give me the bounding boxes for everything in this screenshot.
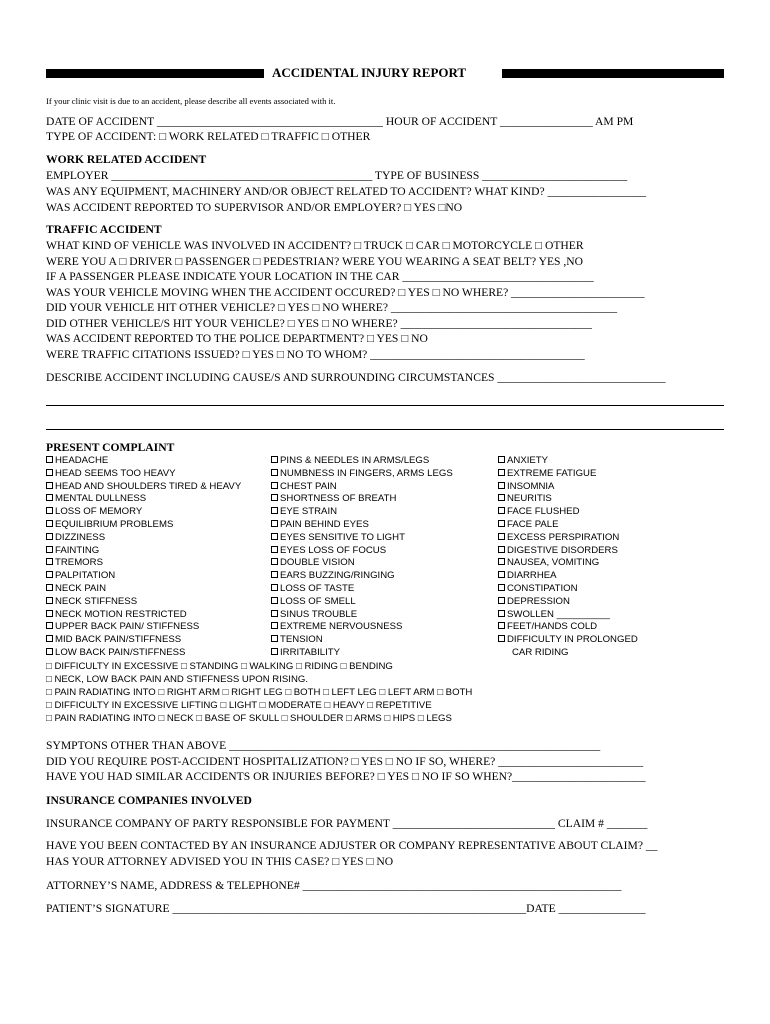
checkbox-icon[interactable]	[46, 494, 53, 501]
complaint-item[interactable]: DIZZINESS	[46, 532, 241, 545]
checkbox-icon[interactable]	[46, 648, 53, 655]
complaint-item[interactable]: NECK PAIN	[46, 583, 241, 596]
checkbox-icon[interactable]	[271, 622, 278, 629]
checkbox-icon[interactable]	[46, 520, 53, 527]
complaint-item[interactable]: PALPITATION	[46, 570, 241, 583]
complaint-item[interactable]: DOUBLE VISION	[271, 557, 453, 570]
checkbox-icon[interactable]	[46, 597, 53, 604]
checkbox-icon[interactable]	[271, 558, 278, 565]
checkbox-icon[interactable]	[498, 456, 505, 463]
checkbox-icon[interactable]	[498, 610, 505, 617]
driver-role-line[interactable]: WERE YOU A □ DRIVER □ PASSENGER □ PEDESTRIAN? WERE YOU WEARING A SEAT BELT? YES ,NO	[46, 255, 584, 268]
complaint-item[interactable]: EQUILIBRIUM PROBLEMS	[46, 519, 241, 532]
signature-line[interactable]: PATIENT’S SIGNATURE _____________________________________________________________DATE _______________	[46, 902, 646, 915]
checkbox-icon[interactable]	[46, 571, 53, 578]
checkbox-icon[interactable]	[271, 482, 278, 489]
checkbox-icon[interactable]	[271, 584, 278, 591]
checkbox-icon[interactable]	[271, 533, 278, 540]
complaint-item[interactable]: FAINTING	[46, 545, 241, 558]
passenger-location-line[interactable]: IF A PASSENGER PLEASE INDICATE YOUR LOCATION IN THE CAR _________________________________	[46, 270, 594, 283]
complaint-item[interactable]: LOSS OF SMELL	[271, 596, 453, 609]
extra-complaint-4[interactable]: □ DIFFICULTY IN EXCESSIVE LIFTING □ LIGHT □ MODERATE □ HEAVY □ REPETITIVE	[46, 700, 432, 711]
complaint-item[interactable]: PINS & NEEDLES IN ARMS/LEGS	[271, 455, 453, 468]
complaint-column-3	[498, 455, 638, 660]
present-complaint-heading: PRESENT COMPLAINT	[46, 441, 175, 454]
checkbox-icon[interactable]	[46, 558, 53, 565]
describe-blank-2[interactable]	[46, 429, 724, 430]
complaint-item[interactable]: LOSS OF MEMORY	[46, 506, 241, 519]
complaint-item[interactable]: TREMORS	[46, 557, 241, 570]
complaint-item[interactable]: MID BACK PAIN/STIFFNESS	[46, 634, 241, 647]
checkbox-icon[interactable]	[46, 610, 53, 617]
checkbox-icon[interactable]	[46, 482, 53, 489]
complaint-item[interactable]: DIFFICULTY IN PROLONGED	[498, 634, 638, 647]
complaint-item[interactable]: NECK MOTION RESTRICTED	[46, 609, 241, 622]
checkbox-icon[interactable]	[498, 558, 505, 565]
citations-line[interactable]: WERE TRAFFIC CITATIONS ISSUED? □ YES □ NO TO WHOM? _____________________________________	[46, 348, 585, 361]
complaint-item[interactable]: EARS BUZZING/RINGING	[271, 570, 453, 583]
complaint-item[interactable]: SHORTNESS OF BREATH	[271, 493, 453, 506]
checkbox-icon[interactable]	[271, 571, 278, 578]
checkbox-icon[interactable]	[498, 469, 505, 476]
complaint-item[interactable]: ANXIETY	[498, 455, 638, 468]
traffic-accident-heading: TRAFFIC ACCIDENT	[46, 223, 162, 236]
extra-complaint-3[interactable]: □ PAIN RADIATING INTO □ RIGHT ARM □ RIGHT LEG □ BOTH □ LEFT LEG □ LEFT ARM □ BOTH	[46, 687, 473, 698]
similar-accidents-line[interactable]: HAVE YOU HAD SIMILAR ACCIDENTS OR INJURIES BEFORE? □ YES □ NO IF SO WHEN?_______________________	[46, 770, 646, 783]
checkbox-icon[interactable]	[271, 610, 278, 617]
extra-complaint-1[interactable]: □ DIFFICULTY IN EXCESSIVE □ STANDING □ WALKING □ RIDING □ BENDING	[46, 661, 393, 672]
checkbox-icon[interactable]	[498, 507, 505, 514]
checkbox-icon[interactable]	[498, 482, 505, 489]
checkbox-icon[interactable]	[271, 597, 278, 604]
reported-supervisor-line[interactable]: WAS ACCIDENT REPORTED TO SUPERVISOR AND/OR EMPLOYER? □ YES □NO	[46, 201, 463, 214]
checkbox-icon[interactable]	[46, 456, 53, 463]
complaint-item[interactable]: PAIN BEHIND EYES	[271, 519, 453, 532]
complaint-item[interactable]: EYE STRAIN	[271, 506, 453, 519]
complaint-item[interactable]: DIARRHEA	[498, 570, 638, 583]
complaint-item[interactable]: EYES SENSITIVE TO LIGHT	[271, 532, 453, 545]
checkbox-icon[interactable]	[46, 469, 53, 476]
checkbox-icon[interactable]	[271, 635, 278, 642]
checkbox-icon[interactable]	[46, 622, 53, 629]
complaint-item[interactable]: MENTAL DULLNESS	[46, 493, 241, 506]
describe-accident-line[interactable]: DESCRIBE ACCIDENT INCLUDING CAUSE/S AND SURROUNDING CIRCUMSTANCES _____________________________	[46, 371, 666, 384]
complaint-item[interactable]: LOW BACK PAIN/STIFFNESS	[46, 647, 241, 660]
adjuster-contact-line[interactable]: HAVE YOU BEEN CONTACTED BY AN INSURANCE ADJUSTER OR COMPANY REPRESENTATIVE ABOUT CLAIM? __	[46, 839, 658, 852]
extra-complaint-2[interactable]: □ NECK, LOW BACK PAIN AND STIFFNESS UPON RISING.	[46, 674, 309, 685]
complaint-column-2	[271, 455, 453, 660]
hospitalization-line[interactable]: DID YOU REQUIRE POST-ACCIDENT HOSPITALIZATION? □ YES □ NO IF SO, WHERE? _________________________	[46, 755, 644, 768]
complaint-item[interactable]: SWOLLEN __________	[498, 609, 638, 622]
checkbox-icon[interactable]	[498, 597, 505, 604]
checkbox-icon[interactable]	[498, 635, 505, 642]
checkbox-icon[interactable]	[498, 622, 505, 629]
complaint-item[interactable]: HEAD SEEMS TOO HEAVY	[46, 468, 241, 481]
other-hit-yours-line[interactable]: DID OTHER VEHICLE/S HIT YOUR VEHICLE? □ YES □ NO WHERE? _________________________________	[46, 317, 592, 330]
checkbox-icon[interactable]	[498, 533, 505, 540]
complaint-item[interactable]: IRRITABILITY	[271, 647, 453, 660]
complaint-item[interactable]: DIGESTIVE DISORDERS	[498, 545, 638, 558]
title-row	[46, 65, 724, 83]
complaint-column-1	[46, 455, 241, 660]
complaint-item[interactable]: EXCESS PERSPIRATION	[498, 532, 638, 545]
checkbox-icon[interactable]	[271, 520, 278, 527]
checkbox-icon[interactable]	[46, 533, 53, 540]
form-title: ACCIDENTAL INJURY REPORT	[272, 65, 467, 80]
complaint-item[interactable]: UPPER BACK PAIN/ STIFFNESS	[46, 621, 241, 634]
checkbox-icon[interactable]	[498, 494, 505, 501]
attorney-advised-line[interactable]: HAS YOUR ATTORNEY ADVISED YOU IN THIS CASE? □ YES □ NO	[46, 855, 394, 868]
complaint-item[interactable]: FEET/HANDS COLD	[498, 621, 638, 634]
complaint-item[interactable]: NEURITIS	[498, 493, 638, 506]
checkbox-icon[interactable]	[46, 546, 53, 553]
attorney-info-line[interactable]: ATTORNEY’S NAME, ADDRESS & TELEPHONE# _______________________________________________________	[46, 879, 622, 892]
complaint-item[interactable]: HEAD AND SHOULDERS TIRED & HEAVY	[46, 481, 241, 494]
insurance-company-line[interactable]: INSURANCE COMPANY OF PARTY RESPONSIBLE FOR PAYMENT ____________________________ CLAIM # _______	[46, 817, 648, 830]
complaint-item[interactable]: NECK STIFFNESS	[46, 596, 241, 609]
checkbox-icon[interactable]	[271, 456, 278, 463]
employer-line[interactable]: EMPLOYER _____________________________________________ TYPE OF BUSINESS _________________________	[46, 169, 628, 182]
complaint-item[interactable]: FACE PALE	[498, 519, 638, 532]
hit-other-vehicle-line[interactable]: DID YOUR VEHICLE HIT OTHER VEHICLE? □ YES □ NO WHERE? _______________________________________	[46, 301, 618, 314]
complaint-item[interactable]: INSOMNIA	[498, 481, 638, 494]
type-of-accident-line[interactable]: TYPE OF ACCIDENT: □ WORK RELATED □ TRAFFIC □ OTHER	[46, 130, 371, 143]
complaint-item[interactable]: NAUSEA, VOMITING	[498, 557, 638, 570]
checkbox-icon[interactable]	[271, 546, 278, 553]
complaint-item[interactable]: NUMBNESS IN FINGERS, ARMS LEGS	[271, 468, 453, 481]
intro-text: If your clinic visit is due to an accident, please describe all events associated with it.	[46, 96, 336, 106]
complaint-item[interactable]: DEPRESSION	[498, 596, 638, 609]
insurance-heading: INSURANCE COMPANIES INVOLVED	[46, 794, 252, 807]
complaint-item[interactable]: EYES LOSS OF FOCUS	[271, 545, 453, 558]
checkbox-icon[interactable]	[498, 520, 505, 527]
checkbox-icon[interactable]	[46, 584, 53, 591]
checkbox-icon[interactable]	[271, 469, 278, 476]
work-related-heading: WORK RELATED ACCIDENT	[46, 153, 207, 166]
checkbox-icon[interactable]	[46, 635, 53, 642]
checkbox-icon[interactable]	[498, 571, 505, 578]
complaint-item[interactable]: LOSS OF TASTE	[271, 583, 453, 596]
complaint-item[interactable]: CHEST PAIN	[271, 481, 453, 494]
title-bar-left	[46, 69, 264, 78]
date-of-accident-line[interactable]: DATE OF ACCIDENT _______________________________________ HOUR OF ACCIDENT ________________ AM PM	[46, 115, 634, 128]
describe-blank-1[interactable]	[46, 405, 724, 406]
vehicle-moving-line[interactable]: WAS YOUR VEHICLE MOVING WHEN THE ACCIDENT OCCURED? □ YES □ NO WHERE? _______________________	[46, 286, 645, 299]
equipment-line[interactable]: WAS ANY EQUIPMENT, MACHINERY AND/OR OBJECT RELATED TO ACCIDENT? WHAT KIND? _________________	[46, 185, 647, 198]
title-bar-right	[502, 69, 724, 78]
checkbox-icon[interactable]	[498, 584, 505, 591]
vehicle-kind-line[interactable]: WHAT KIND OF VEHICLE WAS INVOLVED IN ACCIDENT? □ TRUCK □ CAR □ MOTORCYCLE □ OTHER	[46, 239, 584, 252]
checkbox-icon[interactable]	[271, 494, 278, 501]
extra-complaint-5[interactable]: □ PAIN RADIATING INTO □ NECK □ BASE OF SKULL □ SHOULDER □ ARMS □ HIPS □ LEGS	[46, 713, 452, 724]
complaint-item[interactable]: HEADACHE	[46, 455, 241, 468]
checkbox-icon[interactable]	[271, 507, 278, 514]
police-reported-line[interactable]: WAS ACCIDENT REPORTED TO THE POLICE DEPARTMENT? □ YES □ NO	[46, 332, 428, 345]
complaint-item[interactable]: FACE FLUSHED	[498, 506, 638, 519]
other-symptoms-line[interactable]: SYMPTONS OTHER THAN ABOVE ________________________________________________________________	[46, 739, 601, 752]
checkbox-icon[interactable]	[46, 507, 53, 514]
complaint-item[interactable]: CONSTIPATION	[498, 583, 638, 596]
complaint-item[interactable]: TENSION	[271, 634, 453, 647]
complaint-item[interactable]: SINUS TROUBLE	[271, 609, 453, 622]
complaint-item-continued: CAR RIDING	[512, 646, 569, 658]
checkbox-icon[interactable]	[498, 546, 505, 553]
complaint-item[interactable]: EXTREME FATIGUE	[498, 468, 638, 481]
complaint-item[interactable]: EXTREME NERVOUSNESS	[271, 621, 453, 634]
checkbox-icon[interactable]	[271, 648, 278, 655]
